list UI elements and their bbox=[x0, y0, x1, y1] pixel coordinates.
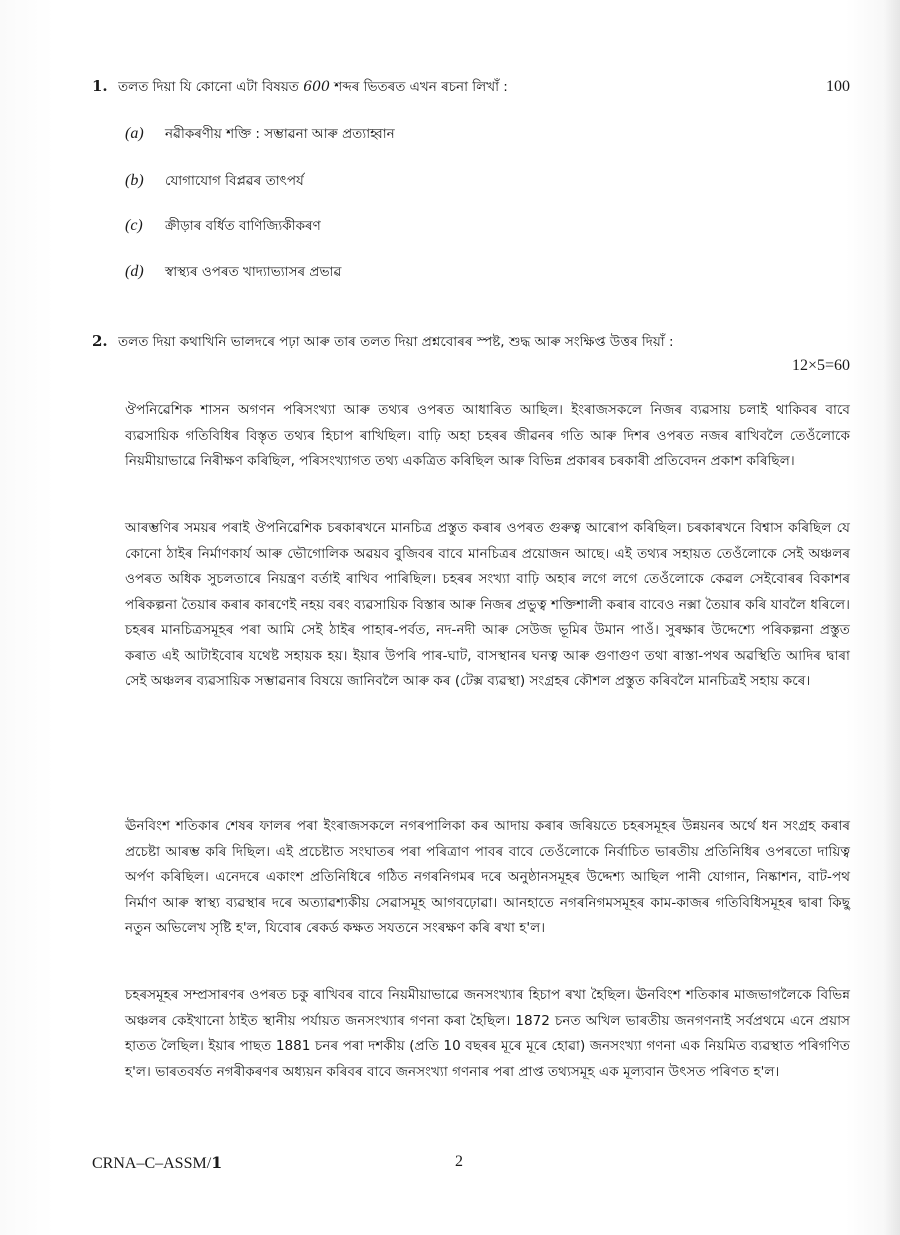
option-b: (b) যোগাযোগ বিপ্লৱৰ তাৎপৰ্য bbox=[125, 172, 304, 189]
question-1-marks: 100 bbox=[826, 78, 850, 95]
option-d: (d) স্বাস্থ্যৰ ওপৰত খাদ্যাভ্যাসৰ প্ৰভাৱ bbox=[125, 263, 342, 280]
option-c: (c) ক্ৰীড়াৰ বৰ্ধিত বাণিজ্যিকীকৰণ bbox=[125, 217, 321, 234]
question-2-number: 2. bbox=[92, 332, 108, 350]
passage-paragraph-2: আৰম্ভণিৰ সময়ৰ পৰাই ঔপনিৱেশিক চৰকাৰখনে মানচিত্ৰ প্ৰস্তুত কৰাৰ ওপৰত গুৰুত্ব আৰোপ কৰিছিল। চৰকাৰখনে বিশ্বাস কৰিছিল যে কোনো ঠাইৰ নিৰ্মাণকাৰ্য আৰু ভৌগোলিক অৱয়ব বুজিবৰ বাবে মানচিত্ৰৰ প্ৰয়োজন আছে। এই তথ্যৰ সহায়ত তেওঁলোকে সেই অঞ্চলৰ ওপৰত অধিক সুচলতাৰে নিয়ন্ত্ৰণ বৰ্তাই ৰাখিব পাৰিছিল। চহৰৰ সংখ্যা বাঢ়ি অহাৰ লগে লগে তেওঁলোকে কেৱল সেইবোৰৰ বিকাশৰ পৰিকল্পনা তৈয়াৰ কৰাৰ কাৰণেই নহয় বৰং ব্যৱসায়িক বিস্তাৰ আৰু নিজৰ প্ৰভুত্ব শক্তিশালী কৰাৰ বাবেও নক্সা তৈয়াৰ কৰি যাবলৈ ধৰিলে। চহৰৰ মানচিত্ৰসমূহৰ পৰা আমি সেই ঠাইৰ পাহাৰ-পৰ্বত, নদ-নদী আৰু সেউজ ভূমিৰ উমান পাওঁ। সুৰক্ষাৰ উদ্দেশ্যে পৰিকল্পনা প্ৰস্তুত কৰাত এই আটাইবোৰ যথেষ্ট সহায়ক হয়। ইয়াৰ উপৰি পাৰ-ঘাট, বাসস্থানৰ ঘনত্ব আৰু গুণাগুণ তথা ৰাস্তা-পথৰ অৱস্থিতি আদিৰ দ্বাৰা সেই অঞ্চলৰ ব্যৱসায়িক সম্ভাৱনাৰ বিষয়ে জানিবলৈ আৰু কৰ (টেক্স ব্যৱস্থা) সংগ্ৰহৰ কৌশল প্ৰস্তুত কৰিবলৈ মানচিত্ৰই সহায় কৰে। bbox=[125, 520, 850, 689]
word-count: 600 bbox=[303, 79, 330, 95]
paper-code: CRNA–C–ASSM/1 bbox=[92, 1153, 223, 1172]
question-1-text: তলত দিয়া যি কোনো এটা বিষয়ত 600 শব্দৰ ভিতৰত এখন ৰচনা লিখাঁ : bbox=[118, 79, 508, 95]
passage-paragraph-3: ঊনবিংশ শতিকাৰ শেষৰ ফালৰ পৰা ইংৰাজসকলে নগৰপালিকা কৰ আদায় কৰাৰ জৰিয়তে চহৰসমূহৰ উন্নয়নৰ অৰ্থে ধন সংগ্ৰহ কৰাৰ প্ৰচেষ্টা আৰম্ভ কৰি দিছিল। এই প্ৰচেষ্টাত সংঘাতৰ পৰা পৰিত্ৰাণ পাবৰ বাবে তেওঁলোকে নিৰ্বাচিত ভাৰতীয় প্ৰতিনিধিৰ ওপৰতো দায়িত্ব অৰ্পণ কৰিছিল। এনেদৰে একাংশ প্ৰতিনিধিৰে গঠিত নগৰনিগমৰ দৰে অনুষ্ঠানসমূহৰ উদ্দেশ্য আছিল পানী যোগান, নিষ্কাশন, বাট-পথ নিৰ্মাণ আৰু স্বাস্থ্য ব্যৱস্থাৰ দৰে অত্যাৱশ্যকীয় সেৱাসমূহ আগবঢ়োৱা। আনহাতে নগৰনিগমসমূহৰ কাম-কাজৰ গতিবিধিসমূহৰ দ্বাৰা কিছু নতুন অভিলেখ সৃষ্টি হ'ল, যিবোৰ ৰেকৰ্ড কক্ষত সযতনে সংৰক্ষণ কৰি ৰখা হ'ল। bbox=[125, 818, 850, 936]
option-a: (a) নৱীকৰণীয় শক্তি : সম্ভাৱনা আৰু প্ৰত্যাহ্বান bbox=[125, 125, 395, 142]
question-1 bbox=[92, 76, 850, 99]
page-number: 2 bbox=[455, 1153, 463, 1170]
question-2-text: তলত দিয়া কথাখিনি ভালদৰে পঢ়া আৰু তাৰ তলত দিয়া প্ৰশ্নবোৰৰ স্পষ্ট, শুদ্ধ আৰু সংক্ষিপ্ত উত্তৰ দিয়াঁ : bbox=[118, 334, 674, 350]
passage-paragraph-4: চহৰসমূহৰ সম্প্ৰসাৰণৰ ওপৰত চকু ৰাখিবৰ বাবে নিয়মীয়াভাৱে জনসংখ্যাৰ হিচাপ ৰখা হৈছিল। ঊনবিংশ শতিকাৰ মাজভাগলৈকে বিভিন্ন অঞ্চলৰ কেইখানো ঠাইত স্থানীয় পৰ্যায়ত জনসংখ্যাৰ গণনা কৰা হৈছিল। 1872 চনত অখিল ভাৰতীয় জনগণনাই সৰ্বপ্ৰথমে এনে প্ৰয়াস হাতত লৈছিল। ইয়াৰ পাছত 1881 চনৰ পৰা দশকীয় (প্ৰতি 10 বছৰৰ মূৰে মূৰে হোৱা) জনসংখ্যা গণনা এক নিয়মিত ব্যৱস্থাত পৰিগণিত হ'ল। ভাৰতবৰ্ষত নগৰীকৰণৰ অধ্যয়ন কৰিবৰ বাবে জনসংখ্যা গণনাৰ পৰা প্ৰাপ্ত তথ্যসমূহ এক মূল্যবান উৎসত পৰিণত হ'ল। bbox=[125, 987, 850, 1080]
question-2 bbox=[92, 331, 850, 354]
passage-paragraph-1: ঔপনিৱেশিক শাসন অগণন পৰিসংখ্যা আৰু তথ্যৰ ওপৰত আধাৰিত আছিল। ইংৰাজসকলে নিজৰ ব্যৱসায় চলাই থাকিবৰ বাবে ব্যৱসায়িক গতিবিধিৰ বিস্তৃত তথ্যৰ হিচাপ ৰাখিছিল। বাঢ়ি অহা চহৰৰ জীৱনৰ গতি আৰু দিশৰ ওপৰত নজৰ ৰাখিবলৈ তেওঁলোকে নিয়মীয়াভাৱে নিৰীক্ষণ কৰিছিল, পৰিসংখ্যাগত তথ্য একত্ৰিত কৰিছিল আৰু বিভিন্ন প্ৰকাৰৰ চৰকাৰী প্ৰতিবেদন প্ৰকাশ কৰিছিল। bbox=[125, 402, 850, 469]
question-2-marks: 12×5=60 bbox=[791, 357, 850, 374]
question-1-number: 1. bbox=[92, 77, 108, 95]
